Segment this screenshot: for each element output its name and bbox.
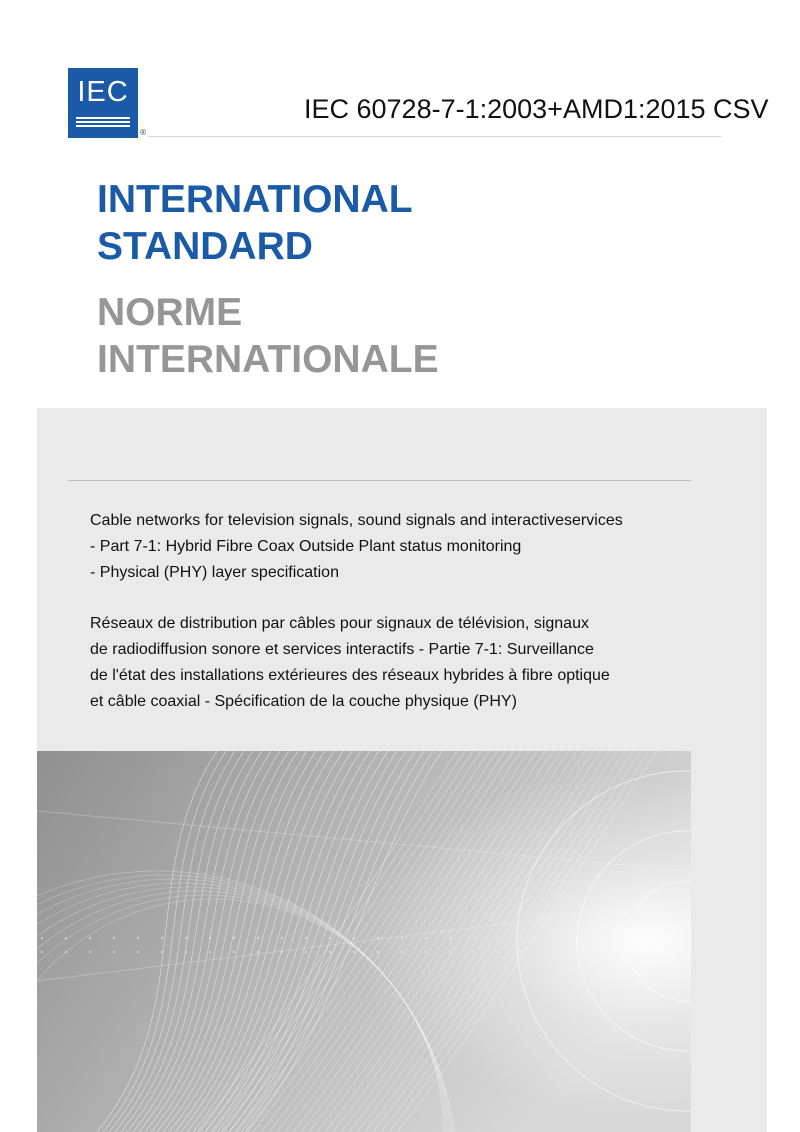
registered-mark: ®	[139, 128, 147, 137]
cover-artwork	[37, 751, 691, 1132]
iec-logo-text: IEC	[77, 76, 129, 108]
description-english	[90, 508, 690, 586]
title-english-line2: STANDARD	[97, 225, 313, 268]
iec-logo-lines	[76, 117, 130, 129]
description-line: - Physical (PHY) layer specification	[90, 564, 339, 581]
description-line: de radiodiffusion sonore et services interactifs - Partie 7-1: Surveillance	[90, 641, 594, 658]
title-english-line1: INTERNATIONAL	[97, 178, 413, 221]
document-number: IEC 60728-7-1:2003+AMD1:2015 CSV	[304, 94, 769, 124]
description-line: Cable networks for television signals, sound signals and interactiveservices	[90, 512, 623, 529]
iec-logo	[68, 68, 138, 138]
description-french	[90, 611, 690, 715]
description-line: et câble coaxial - Spécification de la couche physique (PHY)	[90, 693, 517, 710]
description-line: Réseaux de distribution par câbles pour signaux de télévision, signaux	[90, 615, 589, 632]
title-french	[97, 289, 439, 383]
title-english	[97, 176, 413, 270]
title-french-line1: NORME	[97, 291, 243, 334]
description-line: - Part 7-1: Hybrid Fibre Coax Outside Plant status monitoring	[90, 538, 522, 555]
panel-divider	[68, 480, 691, 481]
title-french-line2: INTERNATIONALE	[97, 338, 439, 381]
header-divider	[148, 136, 722, 137]
description-line: de l'état des installations extérieures des réseaux hybrides à fibre optique	[90, 667, 610, 684]
